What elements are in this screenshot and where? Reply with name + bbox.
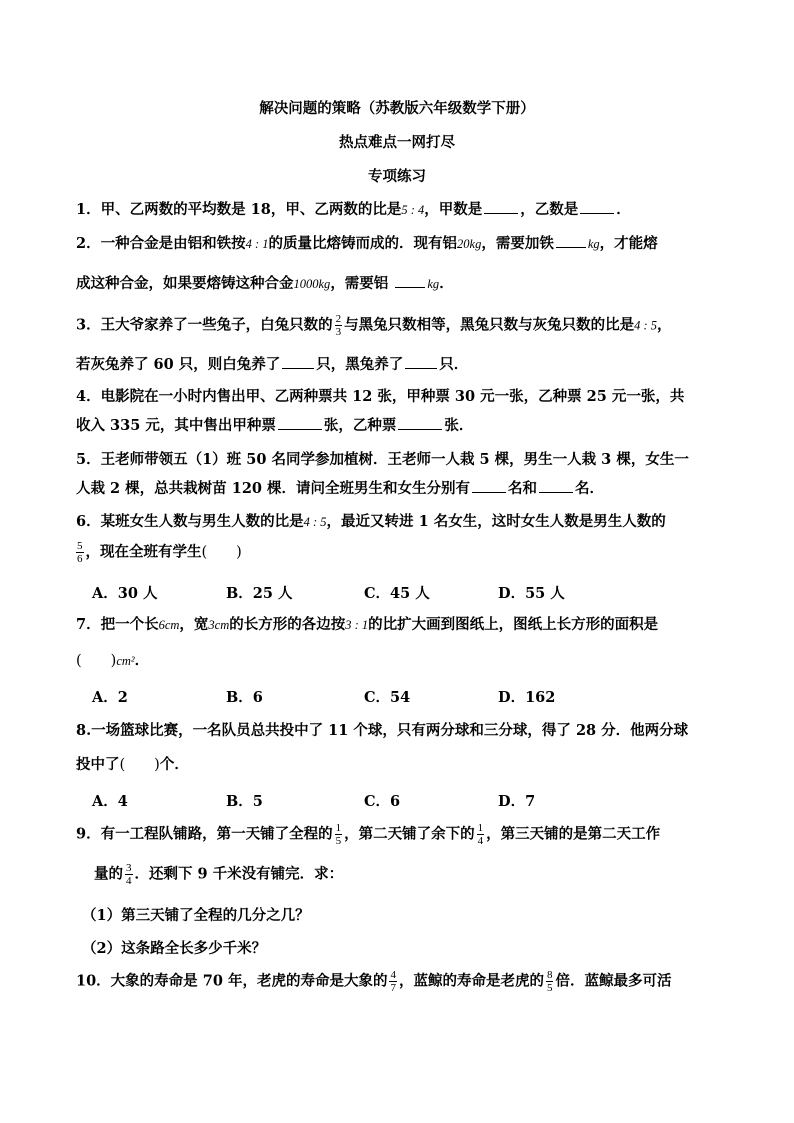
question-7: 7．把一个长6cm，宽3cm的长方形的各边按3 : 1的比扩大画到图纸上，图纸上长方形的面积是	[76, 616, 659, 633]
question-8-cont: 投中了( )个．	[76, 756, 189, 773]
question-1: 1．甲、乙两数的平均数是 18，甲、乙两数的比是5 : 4，甲数是 ，乙数是 ．	[76, 201, 631, 218]
question-2: 2．一种合金是由铝和铁按4 : 1的质量比熔铸而成的．现有铝20kg，需要加铁 kg，才能熔	[76, 235, 658, 252]
option-c[interactable]: C．6	[364, 793, 401, 810]
question-5: 5．王老师带领五（1）班 50 名同学参加植树．王老师一人栽 5 棵，男生一人栽 3 棵，女生一	[76, 451, 689, 468]
fraction: $\frac{8}{5}$	[546, 969, 553, 994]
question-9-cont: 量的 $\frac{3}{4}$ ．还剩下 9 千米没有铺完．求：	[94, 862, 344, 887]
fraction: $\frac{3}{4}$	[126, 862, 132, 887]
question-3: 3．王大爷家养了一些兔子，白兔只数的 $\frac{2}{3}$ 与黑兔只数相等，黑兔只数与灰兔只数的比是4 : 5，	[76, 313, 672, 338]
option-a[interactable]: A．30 人	[92, 585, 158, 602]
question-4: 4．电影院在一小时内售出甲、乙两种票共 12 张，甲种票 30 元一张，乙种票 25 元一张，共	[76, 388, 685, 405]
option-a[interactable]: A．2	[92, 689, 128, 706]
option-b[interactable]: B．5	[226, 793, 263, 810]
fraction: $\frac{1}{4}$	[477, 822, 484, 847]
question-3-cont: 若灰兔养了 60 只，则白兔养了 只，黑兔养了 只．	[76, 356, 469, 373]
question-9-part-2: （2）这条路全长多少千米？	[82, 940, 267, 957]
question-10: 10．大象的寿命是 70 年，老虎的寿命是大象的 $\frac{4}{7}$ ，蓝鲸的寿命是老虎的 $\frac{8}{5}$ 倍．蓝鲸最多可活	[76, 969, 672, 994]
fraction: $\frac{1}{5}$	[335, 822, 342, 847]
question-9-part-1: （1）第三天铺了全程的几分之几？	[82, 907, 310, 924]
question-9: 9．有一工程队铺路，第一天铺了全程的 $\frac{1}{5}$ ，第二天铺了余下的 $\frac{1}{4}$ ，第三天铺的是第二天工作	[76, 822, 661, 847]
option-b[interactable]: B．25 人	[226, 585, 293, 602]
question-6: 6．某班女生人数与男生人数的比是4 : 5，最近又转进 1 名女生，这时女生人数是男生人数的	[76, 513, 666, 530]
question-2-cont: 成这种合金，如果要熔铸这种合金1000kg，需要铝 kg．	[76, 275, 454, 292]
document-subtitle: 热点难点一网打尽	[339, 134, 455, 151]
answer-blank[interactable]	[395, 273, 425, 288]
question-5-cont: 人栽 2 棵，总共栽树苗 120 棵．请问全班男生和女生分别有 名和 名．	[76, 480, 605, 497]
answer-paren[interactable]: ( )	[201, 544, 242, 561]
answer-blank[interactable]	[539, 478, 573, 493]
answer-blank[interactable]	[556, 233, 586, 248]
answer-paren[interactable]: ( )	[76, 653, 117, 669]
question-6-cont: $\frac{5}{6}$ ，现在全班有学生( )	[77, 540, 242, 565]
answer-blank[interactable]	[398, 415, 442, 430]
option-d[interactable]: D．7	[498, 793, 536, 810]
document-title: 解决问题的策略（苏教版六年级数学下册）	[259, 100, 535, 117]
answer-blank[interactable]	[405, 354, 437, 369]
fraction: $\frac{5}{6}$	[77, 540, 83, 565]
answer-blank[interactable]	[484, 199, 518, 214]
option-d[interactable]: D．55 人	[498, 585, 565, 602]
option-d[interactable]: D．162	[498, 689, 556, 706]
option-a[interactable]: A．4	[92, 793, 128, 810]
option-c[interactable]: C．54	[364, 689, 411, 706]
option-b[interactable]: B．6	[226, 689, 263, 706]
option-c[interactable]: C．45 人	[364, 585, 430, 602]
question-4-cont: 收入 335 元，其中售出甲种票 张，乙种票 张．	[76, 417, 474, 434]
answer-blank[interactable]	[278, 415, 322, 430]
question-8: 8.一场篮球比赛，一名队员总共投中了 11 个球，只有两分球和三分球，得了 28 分．他两分球	[76, 722, 689, 739]
section-heading: 专项练习	[368, 168, 426, 185]
answer-blank[interactable]	[282, 354, 314, 369]
fraction: $\frac{4}{7}$	[390, 969, 396, 994]
question-7-cont: ( )cm²．	[76, 652, 150, 669]
answer-blank[interactable]	[472, 478, 506, 493]
answer-blank[interactable]	[580, 199, 614, 214]
answer-paren[interactable]: ( )	[119, 757, 160, 773]
fraction: $\frac{2}{3}$	[335, 313, 342, 338]
